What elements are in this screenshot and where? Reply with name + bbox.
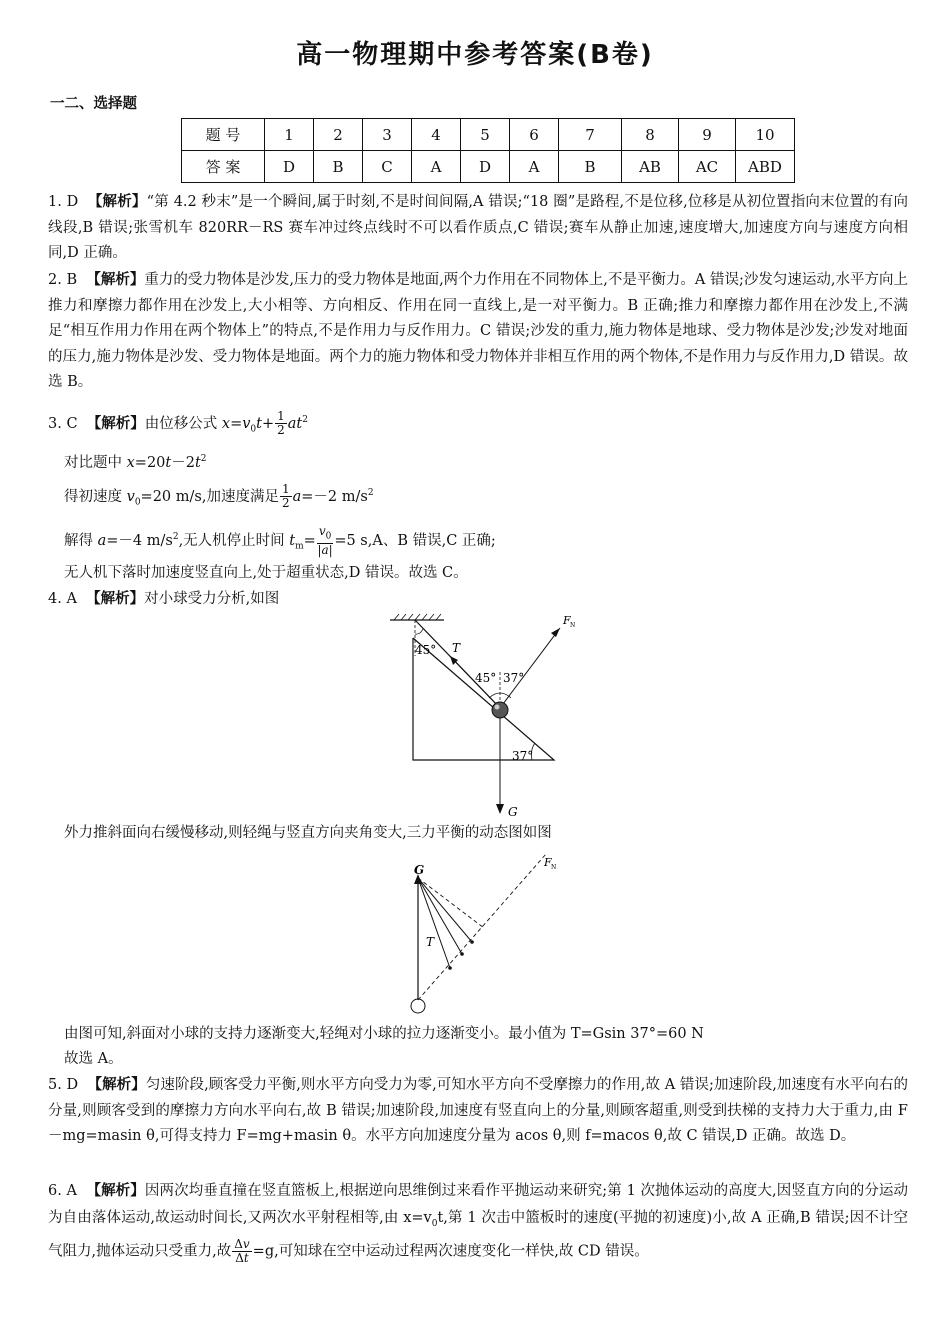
analysis-tag: 【解析】 — [86, 272, 145, 288]
table-cell: ABD — [736, 151, 795, 183]
conclusion-text: 无人机下落时加速度竖直向上,处于超重状态,D 错误。故选 C。 — [64, 565, 468, 581]
angle-label: 45° — [475, 671, 497, 685]
table-cell: B — [559, 151, 622, 183]
stop-time-text: ,无人机停止时间 — [178, 532, 290, 549]
question-number: 3. C — [48, 415, 78, 432]
question-text: =g,可知球在空中运动过程两次速度变化一样快,故 CD 错误。 — [252, 1243, 649, 1260]
conclusion-text: 故选 A。 — [64, 1051, 123, 1067]
table-cell: AB — [622, 151, 679, 183]
table-row — [182, 151, 795, 183]
table-cell: 答 案 — [182, 151, 265, 183]
fraction: $\frac{1}{2}$ — [281, 482, 290, 511]
question-text: 外力推斜面向右缓慢移动,则轻绳与竖直方向夹角变大,三力平衡的动态图如图 — [64, 825, 552, 841]
question-number: 2. B — [48, 272, 78, 288]
gravity-label: G — [508, 805, 518, 819]
question-4-line-1 — [48, 587, 908, 613]
fraction: $\frac{\Delta v}{\Delta t}$ — [234, 1236, 250, 1265]
question-text: 因两次均垂直撞在竖直篮板上,根据逆向思维倒过来看作平抛运动来研究;第 1 次抛体运动的高度大,因竖直方向的分运动为自由落体运动,故运动时间长,又两次水平射程相等,由 x=v — [48, 1183, 909, 1226]
fraction: $\frac{1}{2}$ — [277, 409, 285, 438]
analysis-tag: 【解析】 — [86, 415, 145, 432]
question-4-line-2 — [64, 820, 552, 846]
question-text: t,第 1 次击中篮板时的速度(平抛的初速度)小,故 A 正确,B 错误;因不计空气阻力,抛体运动只受重力,故 — [48, 1210, 909, 1260]
analysis-tag: 【解析】 — [86, 1183, 145, 1199]
table-cell: 4 — [412, 119, 461, 151]
table-cell: 6 — [510, 119, 559, 151]
question-number: 4. A — [48, 591, 77, 607]
table-cell: 10 — [736, 119, 795, 151]
table-cell: AC — [679, 151, 736, 183]
normal-force-subscript: N — [551, 864, 557, 871]
accel-value-text: =－2 m/s — [301, 488, 368, 505]
question-3-line-5 — [64, 560, 468, 586]
question-3-line-2: 对比题中 $x=20t-2t^2$ — [64, 454, 207, 471]
force-analysis-figure — [380, 610, 580, 822]
question-text: 对小球受力分析,如图 — [144, 591, 280, 607]
normal-force-label: F — [563, 614, 571, 627]
table-cell: D — [265, 151, 314, 183]
analysis-tag: 【解析】 — [87, 1077, 146, 1093]
tension-label: T — [426, 935, 435, 949]
init-velocity-text: 得初速度 — [64, 488, 127, 505]
normal-force-label: F — [544, 856, 552, 869]
question-text: 由图可知,斜面对小球的支持力逐渐变大,轻绳对小球的拉力逐渐变小。最小值为 T=Gsin 37°=60 N — [64, 1026, 704, 1042]
normal-force-subscript: N — [570, 622, 576, 629]
table-cell: 8 — [622, 119, 679, 151]
table-cell: A — [412, 151, 461, 183]
angle-label: 45° — [415, 643, 437, 657]
question-text: “第 4.2 秒末”是一个瞬间,属于时刻,不是时间间隔,A 错误;“18 圈”是路程,不是位移,位移是从初位置指向末位置的有向线段,B 错误;张雪机车 820RR－RS 赛车冲过终点线时不可以看作质点,C 错误;赛车从静止加速,速度增大,加速度方向与速度方向相同,D 正确。 — [48, 194, 909, 261]
tension-label: T — [452, 641, 461, 655]
accel-condition-text: =20 m/s,加速度满足 — [140, 488, 279, 505]
question-text: 匀速阶段,顾客受力平衡,则水平方向受力为零,可知水平方向不受摩擦力的作用,故 A 错误;加速阶段,加速度有水平向右的分量,则顾客受到的摩擦力方向水平向右,故 B 错误;加速阶段,加速度有竖直向上的分量,则顾客超重,则受到扶梯的支持力大于重力,由 F－mg=masin θ,可得支持力 F=mg+masin θ。水平方向加速度分量为 acos θ,则 f=macos θ,故 C 错误,D 正确。故选 D。 — [48, 1077, 909, 1144]
question-3-line-1: 3. C 【解析】由位移公式 $x=v_0t+$ $\frac{1}{2}$ $at^2$ — [48, 409, 308, 438]
question-2 — [48, 268, 908, 396]
table-cell: A — [510, 151, 559, 183]
gravity-label: G — [414, 863, 425, 877]
stop-time-result: =5 s,A、B 错误,C 正确; — [334, 532, 496, 549]
question-text: 重力的受力物体是沙发,压力的受力物体是地面,两个力作用在不同物体上,不是平衡力。A 错误;沙发匀速运动,水平方向上推力和摩擦力都作用在沙发上,大小相等、方向相反、作用在同一直线上,是一对平衡力。B 正确;推力和摩擦力都作用在沙发上,不满足“相互作用力作用在两个物体上”的特点,不是作用力与反作用力。C 错误;沙发的重力,施力物体是地球、受力物体是沙发;沙发对地面的压力,施力物体是沙发、受力物体是地面。两个力的施力物体和受力物体并非相互作用的两个物体,不是作用力与反作用力,D 错误。故选 B。 — [48, 272, 909, 390]
compare-text: 对比题中 — [64, 454, 127, 471]
page-title: 高一物理期中参考答案(B卷) — [296, 40, 654, 70]
section-heading: 一二、选择题 — [50, 96, 137, 112]
table-cell: 1 — [265, 119, 314, 151]
table-cell: D — [461, 151, 510, 183]
question-4-line-3 — [64, 1021, 704, 1047]
table-cell: 7 — [559, 119, 622, 151]
table-cell: 2 — [314, 119, 363, 151]
table-cell: B — [314, 151, 363, 183]
analysis-tag: 【解析】 — [87, 194, 147, 210]
table-cell: 9 — [679, 119, 736, 151]
question-6: 6. A 【解析】因两次均垂直撞在竖直篮板上,根据逆向思维倒过来看作平抛运动来研究;第 1 次抛体运动的高度大,因竖直方向的分运动为自由落体运动,故运动时间长,又两次水平射程相等,由 $x=v_0t$,第 1 次击中篮板时的速度(平抛的初速度)小,故 A 正确,B 错误;因不计空气阻力,抛体运动只受重力,故 $\frac{\Delta v}{\Delta t}$ =g,可知球在空中运动过程两次速度变化一样快,故 CD 错误。 — [48, 1183, 909, 1265]
table-cell: 3 — [363, 119, 412, 151]
answer-table — [181, 118, 795, 183]
dynamic-triangle-figure — [400, 850, 570, 1020]
table-cell: C — [363, 151, 412, 183]
table-cell: 题 号 — [182, 119, 265, 151]
analysis-tag: 【解析】 — [86, 591, 145, 607]
table-cell: 5 — [461, 119, 510, 151]
fraction: $\frac{v_0}{|a|}$ — [317, 523, 333, 558]
question-number: 6. A — [48, 1183, 78, 1199]
solve-text: 解得 — [64, 532, 98, 549]
question-4-line-4 — [64, 1046, 123, 1072]
formula-intro: 由位移公式 — [144, 415, 222, 432]
question-number: 5. D — [48, 1077, 79, 1093]
table-row — [182, 119, 795, 151]
question-3-line-4: 解得 a=－4 $m/s^2$,无人机停止时间 $t_m=$ $\frac{v_0}{|a|}$ =5 s,A、B 错误,C 正确; — [64, 523, 496, 558]
question-5 — [48, 1073, 908, 1150]
question-number: 1. D — [48, 194, 79, 210]
angle-label: 37° — [503, 671, 525, 685]
accel-result: =－4 m/s — [106, 532, 173, 549]
question-3-line-3: 得初速度 $v_0=20$ m/s,加速度满足 $\frac{1}{2}$ a=－2 $m/s^2$ — [64, 482, 374, 511]
question-1 — [48, 190, 908, 267]
angle-label: 37° — [512, 749, 534, 763]
